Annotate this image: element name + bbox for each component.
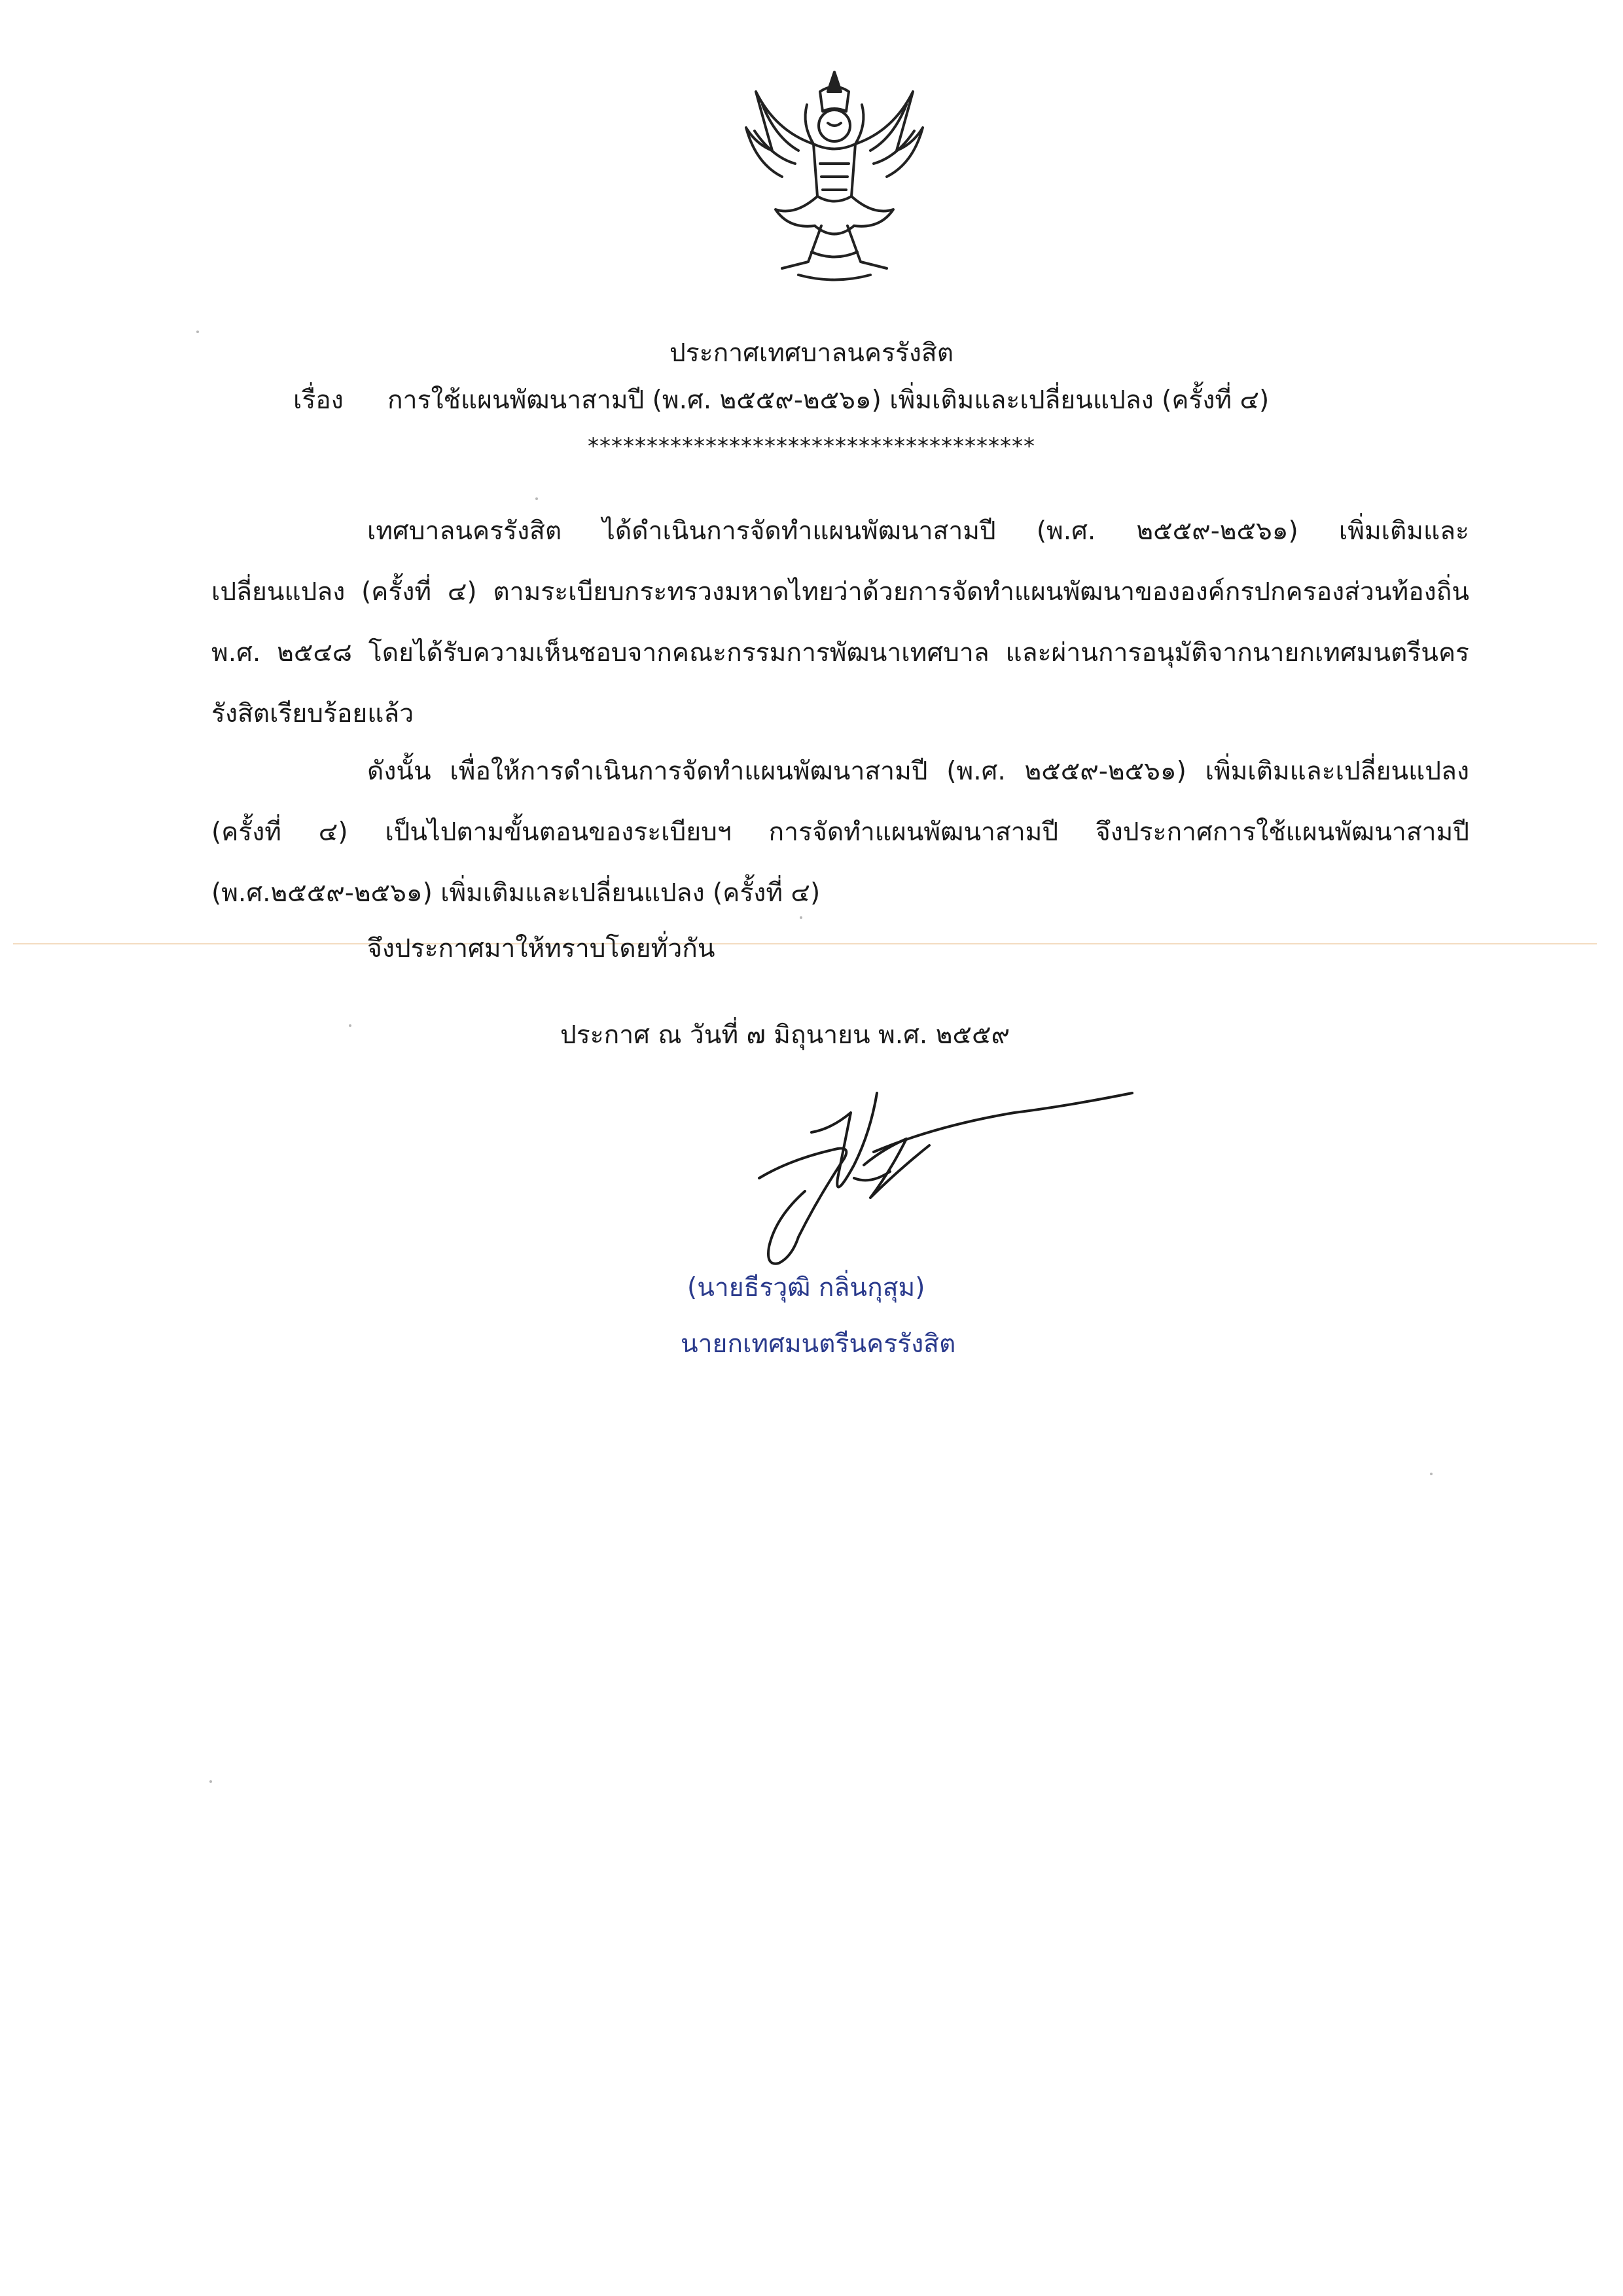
scan-speck	[209, 1780, 212, 1783]
body-paragraph-2: ดังนั้น เพื่อให้การดำเนินการจัดทำแผนพัฒนาสามปี (พ.ศ. ๒๕๕๙-๒๕๖๑) เพิ่มเติมและเปลี่ยนแปลง (ครั้งที่ ๔) เป็นไปตามขั้นตอนของระเบียบฯ การจัดทำแผนพัฒนาสามปี จึงประกาศการใช้แผนพัฒนาสามปี (พ.ศ.๒๕๕๙-๒๕๖๑) เพิ่มเติมและเปลี่ยนแปลง (ครั้งที่ ๔)	[211, 757, 1469, 908]
garuda-emblem-icon	[736, 65, 933, 295]
announcement-title: ประกาศเทศบาลนครรังสิต	[669, 338, 954, 368]
handwritten-signature	[740, 1086, 1145, 1276]
scan-fold-line	[13, 943, 1597, 944]
body-paragraph-1: เทศบาลนครรังสิต ได้ดำเนินการจัดทำแผนพัฒนาสามปี (พ.ศ. ๒๕๕๙-๒๕๖๑) เพิ่มเติมและเปลี่ยนแปลง (ครั้งที่ ๔) ตามระเบียบกระทรวงมหาดไทยว่าด้วยการจัดทำแผนพัฒนาขององค์กรปกครองส่วนท้องถิ่น พ.ศ. ๒๕๔๘ โดยได้รับความเห็นชอบจากคณะกรรมการพัฒนาเทศบาล และผ่านการอนุมัติจากนายกเทศมนตรีนครรังสิตเรียบร้อยแล้ว	[211, 516, 1469, 728]
subject-label: เรื่อง	[293, 386, 344, 415]
separator-line: **************************************	[588, 433, 1035, 459]
signer-name: (นายธีรวุฒิ กลิ่นกุสุม)	[687, 1273, 925, 1302]
closing-statement: จึงประกาศมาให้ทราบโดยทั่วกัน	[367, 934, 715, 963]
scan-speck	[349, 1024, 351, 1027]
subject-text: การใช้แผนพัฒนาสามปี (พ.ศ. ๒๕๕๙-๒๕๖๑) เพิ่มเติมและเปลี่ยนแปลง (ครั้งที่ ๔)	[387, 386, 1270, 415]
announcement-date: ประกาศ ณ วันที่ ๗ มิถุนายน พ.ศ. ๒๕๕๙	[560, 1020, 1010, 1050]
scan-speck	[1430, 1473, 1433, 1475]
scan-speck	[800, 916, 802, 919]
signer-title: นายกเทศมนตรีนครรังสิต	[681, 1329, 956, 1359]
scan-speck	[196, 331, 199, 333]
scan-speck	[535, 497, 538, 500]
